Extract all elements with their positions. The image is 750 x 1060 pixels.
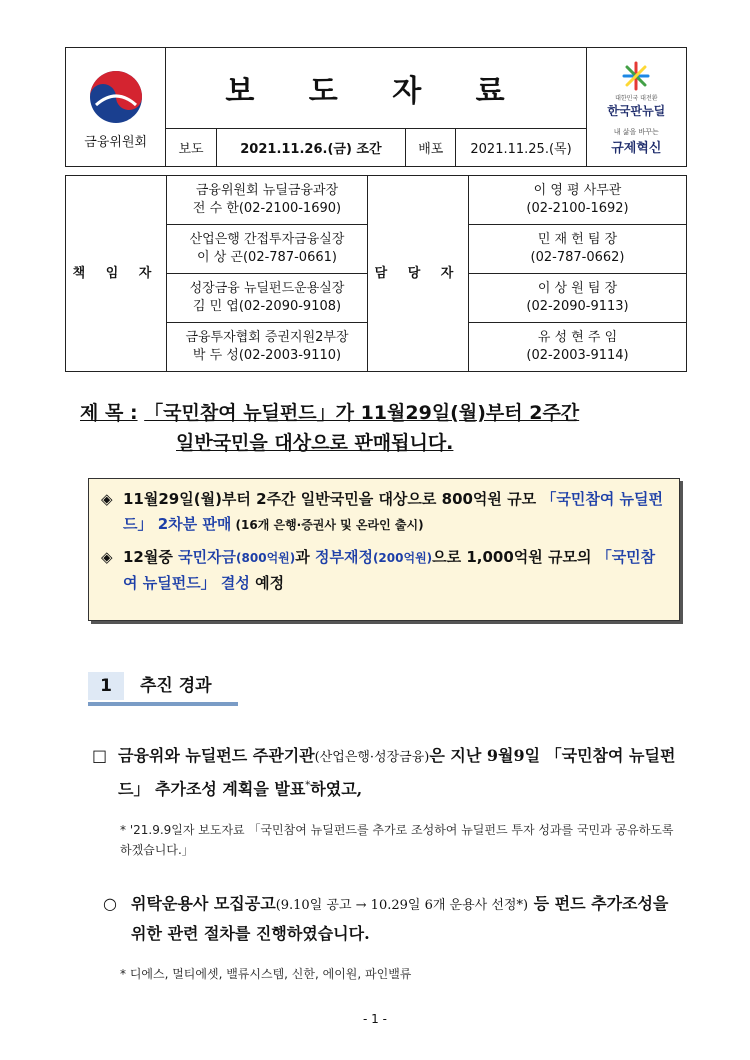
- summary1-text: 11월29일(월)부터 2주간 일반국민을 대상으로 800억원 규모: [123, 490, 542, 508]
- contact-cell: [469, 176, 687, 225]
- page-number: - 1 -: [363, 1012, 387, 1026]
- resp-name: 박 두 성(02-2003-9110): [192, 348, 342, 363]
- summary2-text: 12월중: [123, 548, 179, 566]
- subject-line2: 일반국민을 대상으로 판매됩니다.: [176, 432, 454, 454]
- resp-name: 전 수 한(02-2100-1690): [192, 201, 342, 216]
- government-emblem-icon: [86, 67, 146, 127]
- contact-cell: [469, 323, 687, 372]
- summary2-amount: (800억원): [236, 551, 296, 565]
- brand-logos: [586, 48, 686, 167]
- summary-item: [101, 487, 667, 538]
- contacts-table: [65, 175, 687, 372]
- doc-title: 보 도 자 료: [166, 48, 586, 129]
- footnote-1: * '21.9.9일자 보도자료 「국민참여 뉴딜펀드를 추가로 조성하여 뉴딜펀드 투자 성과를 국민과 공유하도록 하겠습니다.」: [120, 823, 674, 857]
- responsible-cell: [167, 323, 368, 372]
- resp-dept: 금융위원회 뉴딜금융과장: [195, 183, 339, 198]
- brand2-top: 내 삶을 바꾸는: [613, 127, 659, 136]
- p1-star: *: [305, 780, 311, 791]
- resp-dept: 산업은행 간접투자금융실장: [189, 232, 345, 247]
- footnote-2: * 디에스, 멀티에셋, 밸류시스템, 신한, 에이원, 파인밸류: [120, 967, 412, 981]
- p1-paren: (산업은행·성장금융): [314, 750, 430, 765]
- contact-name: 유 성 현 주 임: [537, 330, 618, 345]
- summary-item: [101, 545, 667, 596]
- summary-box: [88, 478, 680, 621]
- p2-bold: 위탁운용사 모집공고: [131, 894, 276, 913]
- contact-phone: (02-787-0662): [530, 250, 625, 265]
- section-title: 추진 경과: [140, 676, 212, 696]
- distribute-date: 2021.11.25.(목): [456, 129, 586, 167]
- diamond-bullet-icon: ◈: [101, 490, 113, 508]
- subject-line1: 「국민참여 뉴딜펀드」가 11월29일(월)부터 2주간: [144, 402, 580, 424]
- summary2-text: 과: [295, 548, 315, 566]
- responsible-label: 책 임 자: [66, 176, 167, 372]
- contact-phone: (02-2003-9114): [526, 348, 629, 363]
- contact-name: 이 상 원 팀 장: [537, 281, 618, 296]
- summary1-highlight: 「국민참여 뉴딜펀드」 2차분 판매: [123, 490, 663, 533]
- brand1-top: 대한민국 대전환: [615, 94, 658, 102]
- subject: [80, 398, 680, 458]
- header-table: [65, 47, 687, 167]
- p1-bold: 금융위와 뉴딜펀드 주관기관: [118, 746, 315, 765]
- section-header: [88, 672, 238, 704]
- responsible-cell: [167, 176, 368, 225]
- contact-name: 이 영 평 사무관: [533, 183, 622, 198]
- distribute-label: 배포: [406, 129, 456, 167]
- summary2-text: 예정: [249, 574, 285, 592]
- p1-bold2: 은 지난 9월9일 「국민참여 뉴딜펀드」 추가조성 계획을 발표: [118, 746, 676, 799]
- org-logo-cell: [66, 48, 166, 167]
- responsible-cell: [167, 274, 368, 323]
- contact-phone: (02-2100-1692): [526, 201, 629, 216]
- summary2-highlight: 국민자금: [178, 548, 237, 566]
- subject-label: 제 목 :: [80, 402, 138, 424]
- responsible-cell: [167, 225, 368, 274]
- summary1-note: (16개 은행·증권사 및 온라인 출시): [231, 518, 424, 532]
- body-paragraph-1: [92, 742, 677, 803]
- report-date: 2021.11.26.(금) 조간: [216, 129, 405, 167]
- summary2-amount: (200억원): [372, 551, 433, 565]
- summary2-text: 으로 1,000억원 규모의: [432, 548, 597, 566]
- contact-label: 담 당 자: [368, 176, 469, 372]
- body-paragraph-2: [103, 890, 678, 948]
- contact-cell: [469, 225, 687, 274]
- new-deal-logo-icon: [606, 59, 666, 93]
- diamond-bullet-icon: ◈: [101, 548, 113, 566]
- section-underline: [88, 702, 238, 706]
- resp-name: 김 민 엽(02-2090-9108): [192, 299, 342, 314]
- contact-cell: [469, 274, 687, 323]
- contact-phone: (02-2090-9113): [526, 299, 629, 314]
- contact-name: 민 재 헌 팀 장: [537, 232, 618, 247]
- p2-paren: (9.10일 공고 → 10.29일 6개 운용사 선정*): [275, 898, 529, 913]
- square-bullet-icon: □: [92, 746, 108, 765]
- summary2-highlight: 정부재정: [314, 548, 373, 566]
- report-label: 보도: [166, 129, 216, 167]
- summary2-highlight: 「국민참여 뉴딜펀드」 결성: [123, 548, 656, 592]
- resp-dept: 금융투자협회 증권지원2부장: [185, 330, 349, 345]
- brand1-main: 한국판뉴딜: [607, 103, 666, 118]
- p2-bold2: 등 펀드 추가조성을 위한 관련 절차를 진행하였습니다.: [131, 894, 669, 943]
- brand2-main: 규제혁신: [611, 140, 662, 156]
- p1-bold3: 하였고,: [310, 779, 363, 799]
- section-number: 1: [88, 672, 124, 700]
- org-name: 금융위원회: [84, 134, 148, 150]
- circle-bullet-icon: ○: [103, 894, 117, 913]
- resp-dept: 성장금융 뉴딜펀드운용실장: [189, 281, 345, 296]
- resp-name: 이 상 곤(02-787-0661): [197, 250, 337, 265]
